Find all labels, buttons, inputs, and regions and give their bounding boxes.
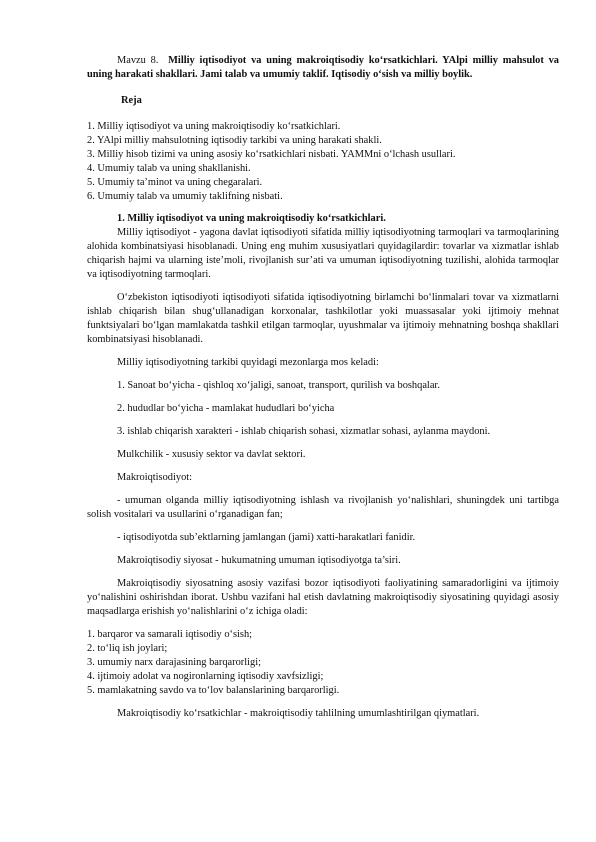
plan-item: 2. YAlpi milliy mahsulotning iqtisodiy tarkibi va uning harakati shakli.: [87, 135, 382, 146]
topic-heading: Milliy iqtisodiyot va uning makroiqtisodiy ko‘rsatkichlari. YAlpi milliy mahsulot va uning harakati shakllari. Jami talab va umumiy taklif. Iqtisodiy o‘sish va milliy boylik.: [87, 55, 559, 80]
plan-item: 3. Milliy hisob tizimi va uning asosiy ko‘rsatkichlari nisbati. YAMMni o‘lchash usullari.: [87, 149, 456, 160]
criteria-item: 3. ishlab chiqarish xarakteri - ishlab chiqarish sohasi, xizmatlar sohasi, aylanma maydoni.: [117, 426, 491, 437]
paragraph: - umuman olganda milliy iqtisodiyotning ishlash va rivojlanish yo‘nalishlari, shuningdek uni tartibga solish vositalari va usullarini o‘rganadigan fan;: [87, 495, 559, 520]
goal-item: 3. umumiy narx darajasining barqarorligi;: [87, 657, 261, 668]
paragraph: Makroiqtisodiy ko‘rsatkichlar - makroiqtisodiy tahlilning umumlashtirilgan qiymatlari.: [117, 708, 480, 719]
section-heading: 1. Milliy iqtisodiyot va uning makroiqtisodiy ko‘rsatkichlari.: [117, 213, 386, 224]
criteria-item: 2. hududlar bo‘yicha - mamlakat hududlari bo‘yicha: [117, 403, 335, 414]
paragraph: Milliy iqtisodiyot - yagona davlat iqtisodiyoti sifatida milliy iqtisodiyotning tarmoqlari va tarmoqlarining alohida kombinatsiyasi hisoblanadi. Uning eng muhim xususiyatlari quyidagilardir: tovarlar va xizmatlar ishlab chiqarish hajmi va ularning iste’moli, rivojlanish sur’ati va umuman iqtisodiyotning tuzilishi, alohida tarmoqlar va iqtisodiyotning tarmoqlari.: [87, 227, 559, 280]
plan-item: 6. Umumiy talab va umumiy taklifning nisbati.: [87, 191, 283, 202]
paragraph: Mulkchilik - xususiy sektor va davlat sektori.: [117, 449, 306, 460]
goal-item: 2. to‘liq ish joylari;: [87, 643, 168, 654]
paragraph: Makroiqtisodiy siyosat - hukumatning umuman iqtisodiyotga ta’siri.: [117, 555, 401, 566]
paragraph: Milliy iqtisodiyotning tarkibi quyidagi mezonlarga mos keladi:: [117, 357, 379, 368]
goal-item: 1. barqaror va samarali iqtisodiy o‘sish;: [87, 629, 253, 640]
criteria-item: 1. Sanoat bo‘yicha - qishloq xo‘jaligi, sanoat, transport, qurilish va boshqalar.: [117, 380, 440, 391]
plan-item: 4. Umumiy talab va uning shakllanishi.: [87, 163, 251, 174]
document-page: [87, 54, 559, 721]
plan-list: [87, 120, 559, 204]
plan-item: 1. Milliy iqtisodiyot va uning makroiqtisodiy ko‘rsatkichlari.: [87, 121, 341, 132]
paragraph: - iqtisodiyotda sub’ektlarning jamlangan (jami) xatti-harakatlari fanidir.: [117, 532, 416, 543]
paragraph: O‘zbekiston iqtisodiyoti iqtisodiyoti sifatida iqtisodiyotning birlamchi bo‘linmalari tovar va xizmatlarni ishlab chiqarish bilan shug‘ullanadigan korxonalar, tashkilotlar yoki muassasalar yoki ijtimoiy mehnat funktsiyalari bo‘lgan mamlakatda tashkil etilgan tarmoqlar, uyushmalar va ijtimoiy mehnatning boshqa shakllari kombinatsiyasi hisoblanadi.: [87, 292, 559, 345]
paragraph: Makroiqtisodiy siyosatning asosiy vazifasi bozor iqtisodiyoti faoliyatining samaradorligini va ijtimoiy yo‘nalishini oshirishdan iborat. Ushbu vazifani hal etish davlatning makroiqtisodiy siyosatining quyidagi asosiy maqsadlarga erishish yo‘nalishlarini o‘z ichiga oladi:: [87, 578, 559, 617]
topic-title: [87, 54, 559, 82]
goal-item: 5. mamlakatning savdo va to‘lov balanslarining barqarorligi.: [87, 685, 340, 696]
goals-list: [87, 628, 559, 698]
topic-prefix: Mavzu 8.: [117, 55, 159, 66]
plan-item: 5. Umumiy ta’minot va uning chegaralari.: [87, 177, 263, 188]
goal-item: 4. ijtimoiy adolat va nogironlarning iqtisodiy xavfsizligi;: [87, 671, 324, 682]
plan-heading: Reja: [121, 95, 142, 106]
paragraph: Makroiqtisodiyot:: [117, 472, 193, 483]
